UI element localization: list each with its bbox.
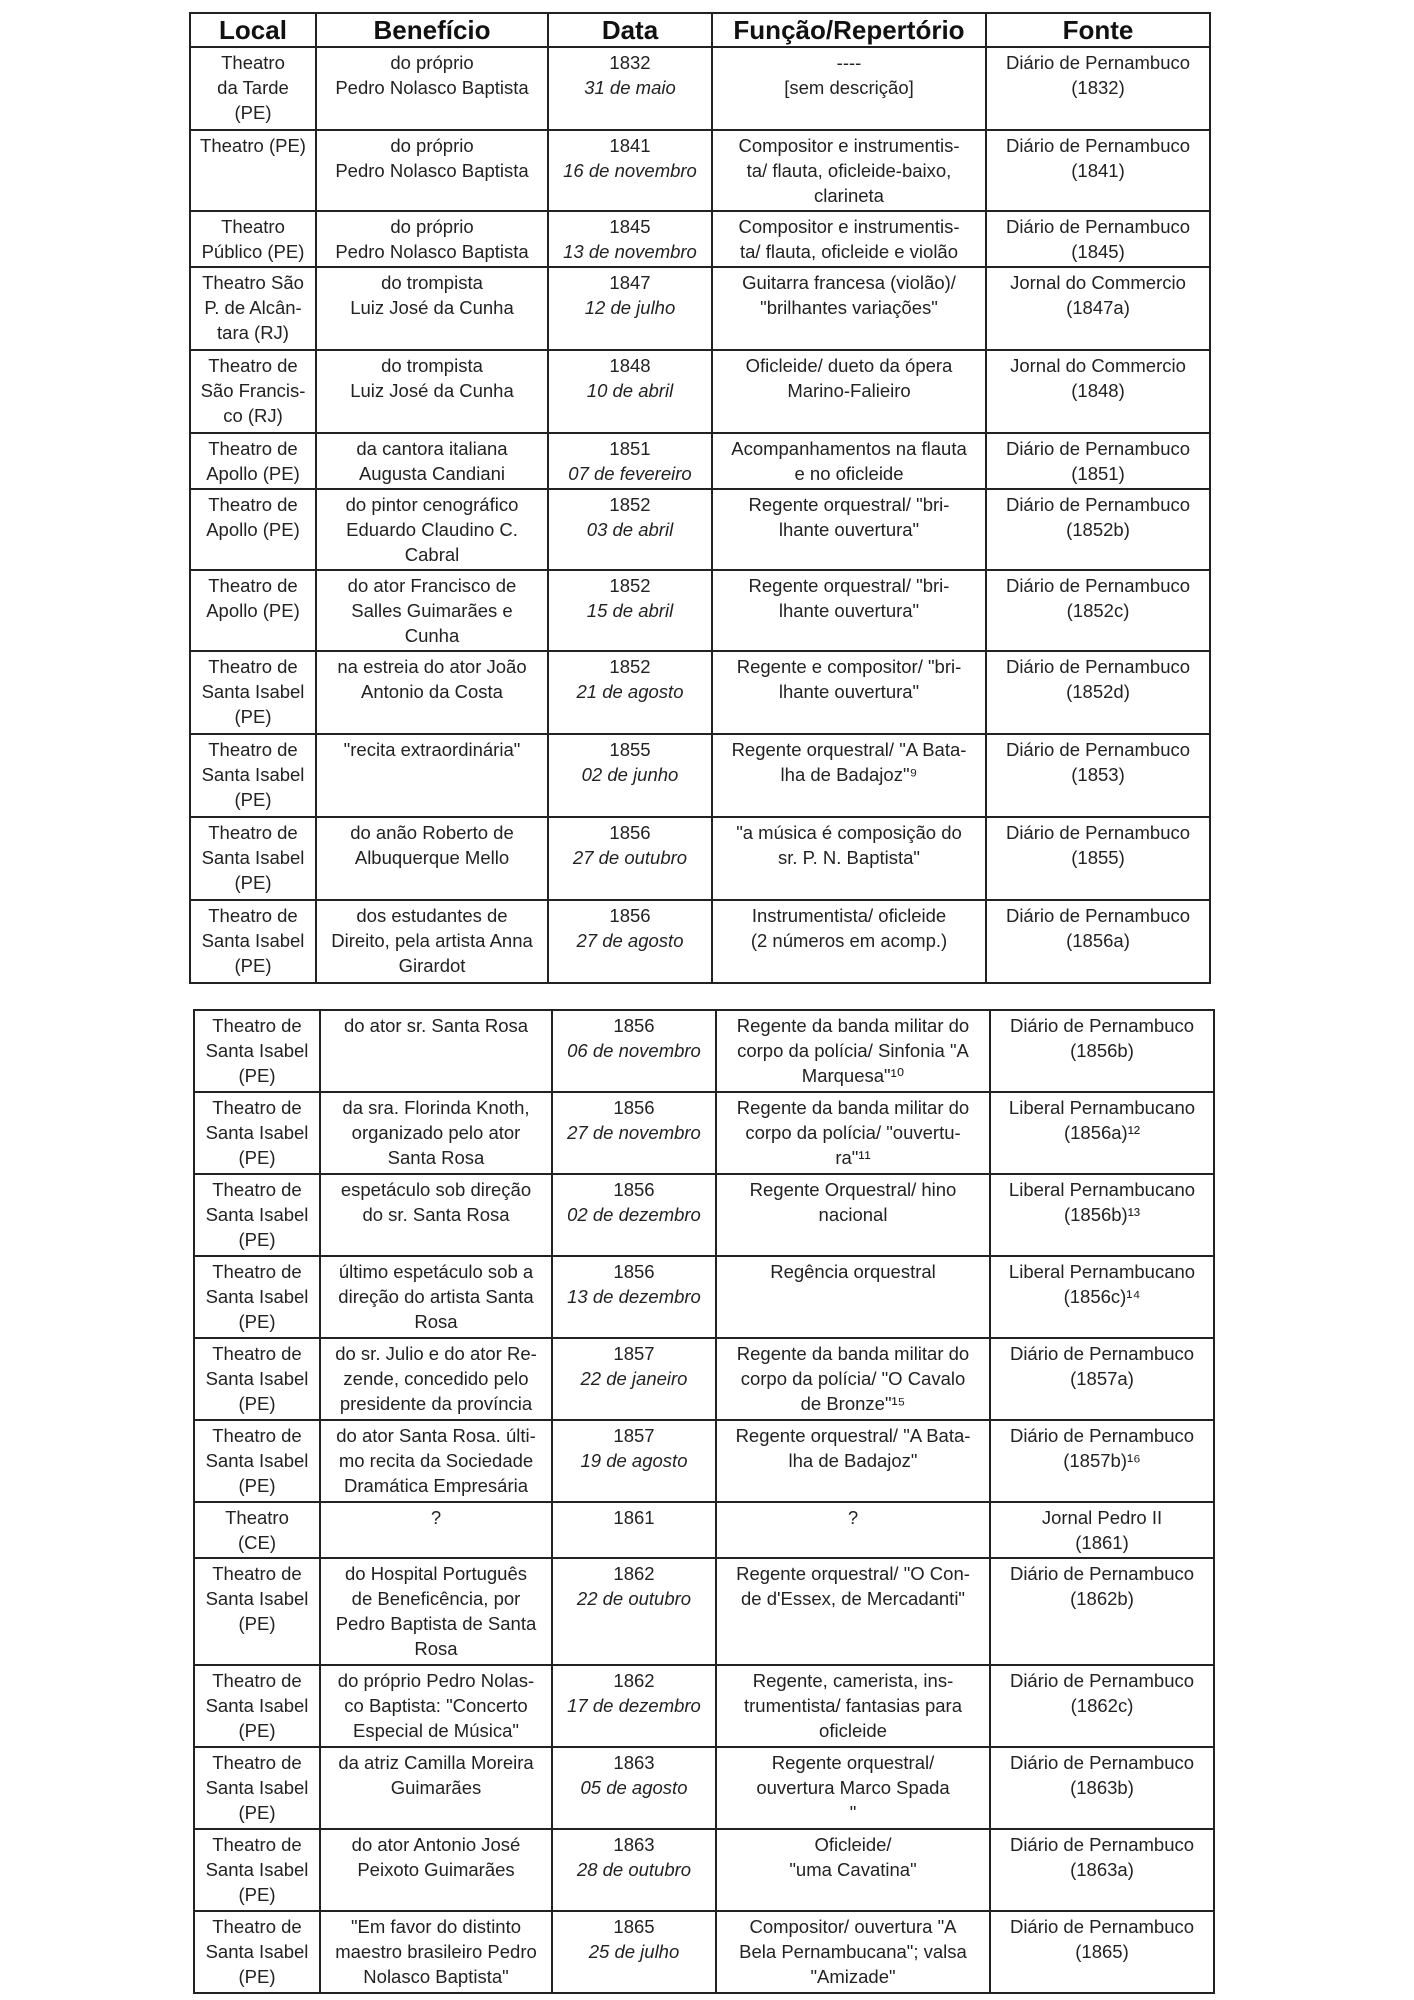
cell-fonte: Diário de Pernambuco (1856b) <box>990 1010 1214 1092</box>
cell-fonte: Liberal Pernambucano (1856c)¹⁴ <box>990 1256 1214 1338</box>
cell-local: Theatro de Santa Isabel (PE) <box>194 1092 320 1174</box>
cell-local: Theatro de Apollo (PE) <box>190 489 316 570</box>
cell-data <box>548 570 712 651</box>
cell-year: 1863 <box>613 1752 655 1773</box>
cell-data <box>552 1010 716 1092</box>
cell-fonte: Diário de Pernambuco (1853) <box>986 734 1210 817</box>
cell-beneficio: último espetáculo sob a direção do artista Santa Rosa <box>320 1256 552 1338</box>
cell-beneficio: do ator Francisco de Salles Guimarães e Cunha <box>316 570 548 651</box>
cell-local: Theatro de Santa Isabel (PE) <box>194 1911 320 1993</box>
header-data: Data <box>548 13 712 47</box>
cell-year: 1856 <box>613 1261 655 1282</box>
cell-fonte: Diário de Pernambuco (1862c) <box>990 1665 1214 1747</box>
cell-funcao: Regente orquestral/ ouvertura Marco Spada " <box>716 1747 990 1829</box>
cell-funcao: Regente orquestral/ "A Bata- lha de Badajoz" <box>716 1420 990 1502</box>
cell-day: 15 de abril <box>586 600 674 621</box>
header-fonte: Fonte <box>986 13 1210 47</box>
cell-fonte: Diário de Pernambuco (1852b) <box>986 489 1210 570</box>
cell-year: 1848 <box>609 355 651 376</box>
cell-beneficio: do ator Santa Rosa. últi- mo recita da Sociedade Dramática Empresária <box>320 1420 552 1502</box>
cell-funcao: Regente orquestral/ "bri- lhante ouvertura" <box>712 489 986 570</box>
cell-local: Theatro de Santa Isabel (PE) <box>194 1829 320 1911</box>
cell-funcao: ? <box>716 1502 990 1558</box>
cell-year: 1855 <box>609 739 651 760</box>
cell-local: Theatro de Santa Isabel (PE) <box>194 1174 320 1256</box>
cell-local: Theatro de Santa Isabel (PE) <box>190 900 316 983</box>
cell-day: 27 de novembro <box>567 1122 701 1143</box>
cell-funcao: Regente e compositor/ "bri- lhante ouvertura" <box>712 651 986 734</box>
cell-beneficio: da cantora italiana Augusta Candiani <box>316 433 548 489</box>
cell-year: 1857 <box>613 1343 655 1364</box>
cell-funcao: Regente orquestral/ "A Bata- lha de Badajoz"⁹ <box>712 734 986 817</box>
cell-funcao: ---- [sem descrição] <box>712 47 986 130</box>
cell-local: Theatro de São Francis- co (RJ) <box>190 350 316 433</box>
cell-fonte: Diário de Pernambuco (1857b)¹⁶ <box>990 1420 1214 1502</box>
cell-day: 13 de novembro <box>563 241 697 262</box>
cell-year: 1862 <box>613 1670 655 1691</box>
table-row <box>194 1829 1214 1911</box>
cell-fonte: Diário de Pernambuco (1832) <box>986 47 1210 130</box>
cell-fonte: Diário de Pernambuco (1862b) <box>990 1558 1214 1665</box>
cell-fonte: Diário de Pernambuco (1856a) <box>986 900 1210 983</box>
benefits-table-part-2 <box>193 1009 1215 1994</box>
cell-data <box>548 350 712 433</box>
cell-beneficio: do ator sr. Santa Rosa <box>320 1010 552 1092</box>
cell-data <box>548 489 712 570</box>
cell-day: 02 de dezembro <box>567 1204 701 1225</box>
cell-local: Theatro de Santa Isabel (PE) <box>194 1256 320 1338</box>
cell-beneficio: do ator Antonio José Peixoto Guimarães <box>320 1829 552 1911</box>
cell-beneficio: do sr. Julio e do ator Re- zende, concedido pelo presidente da província <box>320 1338 552 1420</box>
cell-beneficio: do anão Roberto de Albuquerque Mello <box>316 817 548 900</box>
cell-day: 22 de outubro <box>576 1588 692 1609</box>
cell-funcao: Regente Orquestral/ hino nacional <box>716 1174 990 1256</box>
cell-data <box>548 130 712 211</box>
cell-local: Theatro de Santa Isabel (PE) <box>190 817 316 900</box>
cell-data <box>552 1665 716 1747</box>
cell-data <box>548 734 712 817</box>
cell-local: Theatro de Santa Isabel (PE) <box>194 1010 320 1092</box>
cell-year: 1847 <box>609 272 651 293</box>
cell-year: 1841 <box>609 135 651 156</box>
cell-fonte: Diário de Pernambuco (1863b) <box>990 1747 1214 1829</box>
cell-year: 1856 <box>609 822 651 843</box>
cell-day: 28 de outubro <box>576 1859 692 1880</box>
table-row <box>190 489 1210 570</box>
cell-fonte: Liberal Pernambucano (1856a)¹² <box>990 1092 1214 1174</box>
cell-year: 1845 <box>609 216 651 237</box>
cell-day: 27 de outubro <box>572 847 688 868</box>
cell-funcao: Regente da banda militar do corpo da polícia/ "ouvertu- ra"¹¹ <box>716 1092 990 1174</box>
cell-beneficio: do trompista Luiz José da Cunha <box>316 350 548 433</box>
cell-beneficio: do trompista Luiz José da Cunha <box>316 267 548 350</box>
cell-data <box>552 1829 716 1911</box>
cell-day: 02 de junho <box>581 764 679 785</box>
cell-funcao: Guitarra francesa (violão)/ "brilhantes variações" <box>712 267 986 350</box>
cell-beneficio: do próprio Pedro Nolasco Baptista <box>316 130 548 211</box>
cell-local: Theatro de Santa Isabel (PE) <box>194 1420 320 1502</box>
cell-day: 07 de fevereiro <box>568 463 692 484</box>
cell-data <box>552 1911 716 1993</box>
cell-local: Theatro de Santa Isabel (PE) <box>194 1558 320 1665</box>
cell-year: 1857 <box>613 1425 655 1446</box>
table-row <box>190 211 1210 267</box>
cell-local: Theatro de Santa Isabel (PE) <box>194 1338 320 1420</box>
cell-day: 16 de novembro <box>563 160 697 181</box>
cell-local: Theatro de Santa Isabel (PE) <box>190 734 316 817</box>
table-row <box>190 267 1210 350</box>
table-row <box>194 1911 1214 1993</box>
cell-beneficio: do Hospital Português de Beneficência, por Pedro Baptista de Santa Rosa <box>320 1558 552 1665</box>
cell-beneficio: do próprio Pedro Nolas- co Baptista: "Concerto Especial de Música" <box>320 1665 552 1747</box>
cell-fonte: Diário de Pernambuco (1845) <box>986 211 1210 267</box>
cell-funcao: Compositor e instrumentis- ta/ flauta, oficleide-baixo, clarineta <box>712 130 986 211</box>
cell-day: 12 de julho <box>584 297 676 318</box>
table-row <box>190 734 1210 817</box>
cell-data <box>548 900 712 983</box>
cell-beneficio: "Em favor do distinto maestro brasileiro Pedro Nolasco Baptista" <box>320 1911 552 1993</box>
table-row <box>194 1010 1214 1092</box>
cell-beneficio: "recita extraordinária" <box>316 734 548 817</box>
cell-local: Theatro da Tarde (PE) <box>190 47 316 130</box>
cell-data <box>552 1092 716 1174</box>
cell-day: 21 de agosto <box>576 681 684 702</box>
cell-local: Theatro (PE) <box>190 130 316 211</box>
cell-funcao: Oficleide/ "uma Cavatina" <box>716 1829 990 1911</box>
cell-local: Theatro de Santa Isabel (PE) <box>194 1665 320 1747</box>
cell-day: 22 de janeiro <box>580 1368 688 1389</box>
table-row <box>190 651 1210 734</box>
cell-year: 1862 <box>613 1563 655 1584</box>
cell-beneficio: do próprio Pedro Nolasco Baptista <box>316 47 548 130</box>
cell-beneficio: da sra. Florinda Knoth, organizado pelo ator Santa Rosa <box>320 1092 552 1174</box>
cell-data <box>552 1174 716 1256</box>
cell-local: Theatro de Santa Isabel (PE) <box>194 1747 320 1829</box>
cell-day: 06 de novembro <box>567 1040 701 1061</box>
cell-year: 1856 <box>613 1179 655 1200</box>
cell-beneficio: da atriz Camilla Moreira Guimarães <box>320 1747 552 1829</box>
cell-fonte: Diário de Pernambuco (1851) <box>986 433 1210 489</box>
table-row <box>190 433 1210 489</box>
cell-beneficio: na estreia do ator João Antonio da Costa <box>316 651 548 734</box>
cell-data <box>552 1747 716 1829</box>
cell-beneficio: do pintor cenográfico Eduardo Claudino C. Cabral <box>316 489 548 570</box>
cell-fonte: Jornal do Commercio (1847a) <box>986 267 1210 350</box>
cell-day: 03 de abril <box>586 519 674 540</box>
cell-local: Theatro de Apollo (PE) <box>190 433 316 489</box>
cell-funcao: Regente orquestral/ "bri- lhante ouvertura" <box>712 570 986 651</box>
cell-year: 1856 <box>613 1015 655 1036</box>
table-row <box>194 1665 1214 1747</box>
cell-funcao: Regente da banda militar do corpo da polícia/ "O Cavalo de Bronze"¹⁵ <box>716 1338 990 1420</box>
cell-data <box>548 817 712 900</box>
cell-funcao: Regência orquestral <box>716 1256 990 1338</box>
cell-year: 1856 <box>613 1097 655 1118</box>
cell-data <box>552 1502 716 1558</box>
cell-funcao: Compositor e instrumentis- ta/ flauta, oficleide e violão <box>712 211 986 267</box>
cell-data <box>548 433 712 489</box>
cell-fonte: Diário de Pernambuco (1841) <box>986 130 1210 211</box>
cell-day: 05 de agosto <box>580 1777 688 1798</box>
cell-local: Theatro de Apollo (PE) <box>190 570 316 651</box>
cell-day: 10 de abril <box>586 380 674 401</box>
cell-funcao: Regente da banda militar do corpo da polícia/ Sinfonia "A Marquesa"¹⁰ <box>716 1010 990 1092</box>
cell-funcao: Compositor/ ouvertura "A Bela Pernambucana"; valsa "Amizade" <box>716 1911 990 1993</box>
cell-day: 19 de agosto <box>580 1450 688 1471</box>
cell-day: 25 de julho <box>588 1941 680 1962</box>
cell-year: 1852 <box>609 575 651 596</box>
benefits-table-part-1 <box>189 12 1211 984</box>
cell-year: 1852 <box>609 656 651 677</box>
cell-fonte: Liberal Pernambucano (1856b)¹³ <box>990 1174 1214 1256</box>
cell-local: Theatro São P. de Alcân- tara (RJ) <box>190 267 316 350</box>
table-row <box>190 350 1210 433</box>
cell-fonte: Diário de Pernambuco (1857a) <box>990 1338 1214 1420</box>
table-row <box>190 900 1210 983</box>
table-row <box>194 1558 1214 1665</box>
cell-year: 1851 <box>609 438 651 459</box>
cell-fonte: Diário de Pernambuco (1855) <box>986 817 1210 900</box>
table-row <box>194 1092 1214 1174</box>
cell-day: 17 de dezembro <box>567 1695 701 1716</box>
cell-fonte: Diário de Pernambuco (1852d) <box>986 651 1210 734</box>
cell-data <box>552 1256 716 1338</box>
cell-funcao: Regente, camerista, ins- trumentista/ fantasias para oficleide <box>716 1665 990 1747</box>
table-row <box>190 817 1210 900</box>
cell-day: 31 de maio <box>584 77 676 98</box>
cell-beneficio: do próprio Pedro Nolasco Baptista <box>316 211 548 267</box>
cell-data <box>548 651 712 734</box>
cell-year: 1865 <box>613 1916 655 1937</box>
cell-funcao: Regente orquestral/ "O Con- de d'Essex, de Mercadanti" <box>716 1558 990 1665</box>
cell-local: Theatro (CE) <box>194 1502 320 1558</box>
table-row <box>190 570 1210 651</box>
cell-beneficio: ? <box>320 1502 552 1558</box>
cell-fonte: Diário de Pernambuco (1865) <box>990 1911 1214 1993</box>
table-row <box>194 1502 1214 1558</box>
cell-beneficio: dos estudantes de Direito, pela artista Anna Girardot <box>316 900 548 983</box>
header-local: Local <box>190 13 316 47</box>
cell-local: Theatro de Santa Isabel (PE) <box>190 651 316 734</box>
table-row <box>194 1747 1214 1829</box>
cell-fonte: Jornal Pedro II (1861) <box>990 1502 1214 1558</box>
cell-fonte: Jornal do Commercio (1848) <box>986 350 1210 433</box>
table-row <box>194 1338 1214 1420</box>
cell-year: 1832 <box>609 52 651 73</box>
table-row <box>190 47 1210 130</box>
cell-fonte: Diário de Pernambuco (1852c) <box>986 570 1210 651</box>
cell-year: 1856 <box>609 905 651 926</box>
header-row <box>190 13 1210 47</box>
table-row <box>190 130 1210 211</box>
cell-funcao: Acompanhamentos na flauta e no oficleide <box>712 433 986 489</box>
cell-day: 27 de agosto <box>576 930 684 951</box>
cell-data <box>552 1420 716 1502</box>
cell-data <box>548 211 712 267</box>
cell-day: 13 de dezembro <box>567 1286 701 1307</box>
table-row <box>194 1174 1214 1256</box>
cell-year: 1852 <box>609 494 651 515</box>
cell-data <box>552 1338 716 1420</box>
header-beneficio: Benefício <box>316 13 548 47</box>
cell-data <box>548 47 712 130</box>
table-row <box>194 1420 1214 1502</box>
cell-year: 1863 <box>613 1834 655 1855</box>
cell-data <box>548 267 712 350</box>
table-row <box>194 1256 1214 1338</box>
cell-fonte: Diário de Pernambuco (1863a) <box>990 1829 1214 1911</box>
cell-year: 1861 <box>613 1507 655 1528</box>
cell-funcao: "a música é composição do sr. P. N. Baptista" <box>712 817 986 900</box>
cell-funcao: Instrumentista/ oficleide (2 números em acomp.) <box>712 900 986 983</box>
cell-local: Theatro Público (PE) <box>190 211 316 267</box>
cell-data <box>552 1558 716 1665</box>
cell-beneficio: espetáculo sob direção do sr. Santa Rosa <box>320 1174 552 1256</box>
cell-funcao: Oficleide/ dueto da ópera Marino-Falieiro <box>712 350 986 433</box>
header-funcao: Função/Repertório <box>712 13 986 47</box>
